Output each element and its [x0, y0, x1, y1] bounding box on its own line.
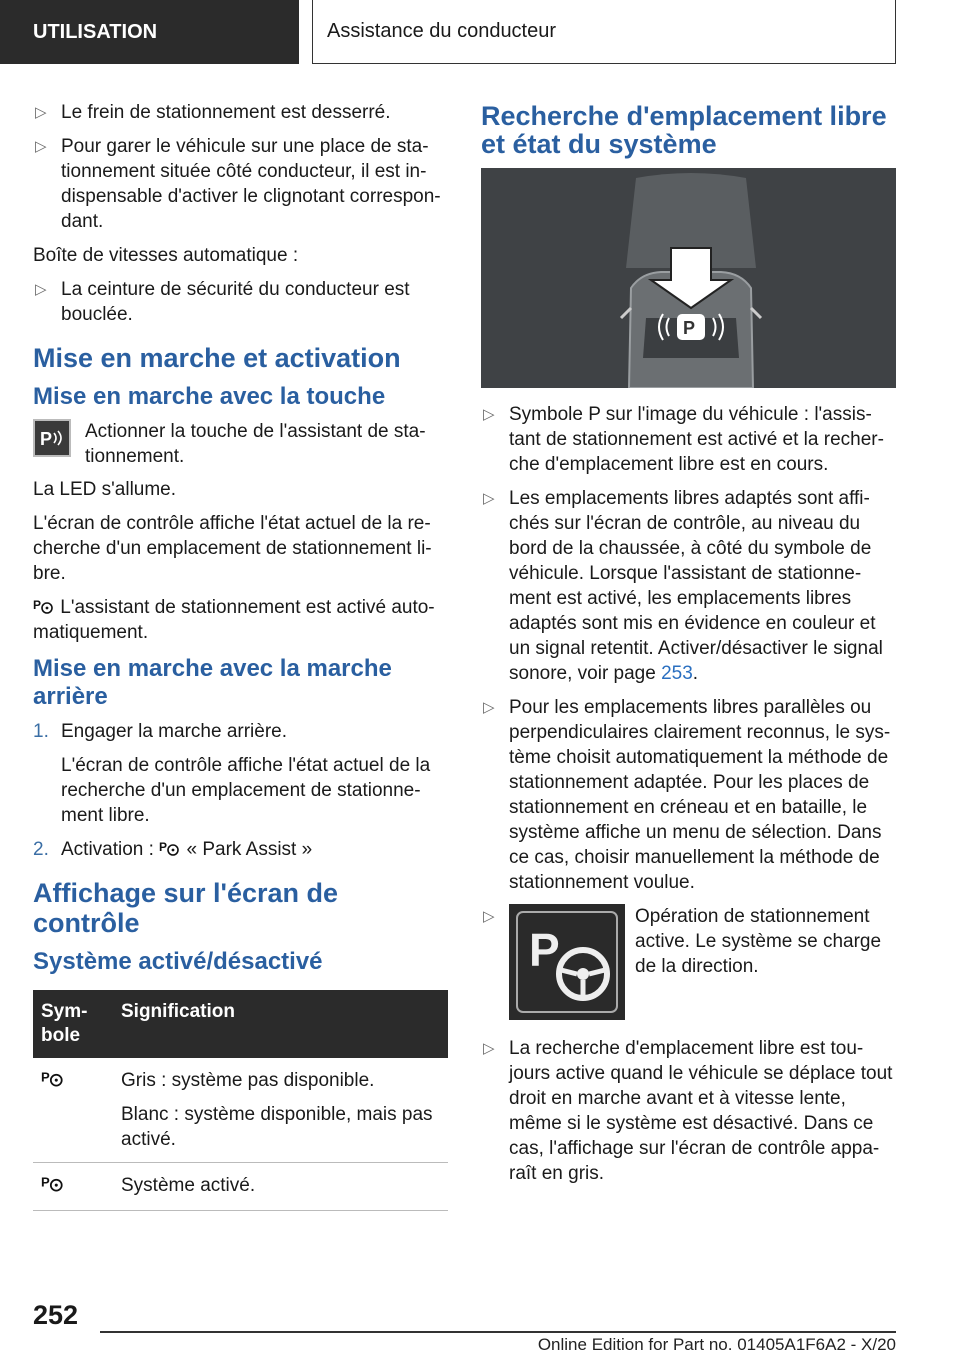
park-assist-button-icon — [33, 419, 71, 457]
table-row — [33, 1058, 448, 1163]
heading-display: Affichage sur l'écran de contrôle — [33, 878, 339, 938]
step-detail: L'écran de contrôle affiche l'état actuel de la recherche d'un emplacement de stationne-ment libre. — [61, 755, 431, 826]
svg-text:P: P — [529, 924, 560, 976]
table-row — [33, 1163, 448, 1211]
list-item: ▷ La ceinture de sécurité du conducteur est bouclée. — [35, 279, 410, 325]
heading-search-state: Recherche d'emplacement libre et état du système — [481, 101, 887, 159]
heading-with-button: Mise en marche avec la touche — [33, 383, 386, 410]
heading-switch-on: Mise en marche et activation — [33, 343, 401, 373]
symbol-table — [33, 990, 448, 1211]
table-header-meaning: Signification — [113, 990, 448, 1058]
table-cell-meaning: Gris : système pas disponible. Blanc : système disponible, mais pas activé. — [113, 1058, 448, 1163]
table-cell-symbol — [33, 1058, 113, 1163]
heading-with-reverse: Mise en marche avec la marche arrière — [33, 655, 392, 710]
control-display-image — [481, 168, 896, 388]
list-item-text: Opération de stationnement active. Le système se charge de la direction. — [635, 906, 882, 977]
list-item: ▷ La recherche d'emplacement libre est tou-jours active quand le véhicule se déplace tout droit en marche avant et à vitesse lente, même si le système est désactivé. Dans ce cas, l'affichage sur l'écran de contrôle appa-raît en gris. — [483, 1038, 893, 1184]
section-title: UTILISATION — [33, 20, 158, 43]
park-assist-icon — [33, 597, 55, 615]
footer-divider — [100, 1331, 896, 1333]
triangle-bullet-icon: ▷ — [35, 281, 47, 298]
chapter-header — [312, 0, 896, 64]
svg-text:P: P — [41, 1069, 50, 1085]
svg-text:P: P — [159, 840, 168, 854]
triangle-bullet-icon: ▷ — [483, 406, 495, 423]
table-cell-symbol — [33, 1163, 113, 1211]
list-item: ▷ Les emplacements libres adaptés sont affi-chés sur l'écran de contrôle, au niveau du bord de la chaussée, à côté du symbole de véhicule. Lorsque l'assistant de stationne-ment est activé, les emplacements libres adaptés sont mis en évidence en couleur et un signal retentit. Activer/désactiver le signal sonore, voir page 253. — [483, 488, 883, 684]
right-column — [481, 100, 896, 1195]
step-item: 2. Activation : P « Park Assist » — [33, 839, 313, 860]
edition-text: Online Edition for Part no. 01405A1F6A2 - X/20 — [537, 1335, 896, 1354]
chapter-title: Assistance du conducteur — [327, 20, 557, 42]
triangle-bullet-icon: ▷ — [483, 699, 495, 716]
svg-text:P: P — [33, 598, 42, 612]
step-item: 1. Engager la marche arrière. — [33, 721, 287, 742]
list-item: ▷ Symbole P sur l'image du véhicule : l'assis-tant de stationnement est activé et la recher-che d'emplacement libre est en cours. — [483, 404, 884, 475]
table-cell-meaning: Système activé. — [113, 1163, 448, 1211]
list-item — [481, 904, 896, 1022]
list-item: ▷ Pour garer le véhicule sur une place de sta-tionnement située côté conducteur, il est in-dispensable d'activer le clignotant correspon-dant. — [35, 136, 441, 232]
list-item: ▷ Le frein de stationnement est desserré. — [35, 102, 391, 123]
paragraph: Boîte de vitesses automatique : — [33, 245, 299, 266]
triangle-bullet-icon: ▷ — [35, 138, 47, 155]
list-item: ▷ Pour les emplacements libres parallèles ou perpendiculaires clairement reconnus, le sys-tème choisit automatiquement la méthode de stationnement adaptée. Pour les places de stationnement en créneau et en bataille, le système affiche un menu de sélection. Dans ce cas, choisir manuellement la méthode de stationnement voulue. — [483, 697, 891, 893]
triangle-bullet-icon: ▷ — [483, 1040, 495, 1057]
paragraph: P L'assistant de stationnement est activé auto-matiquement. — [33, 597, 435, 643]
heading-system-state: Système activé/désactivé — [33, 948, 323, 975]
triangle-bullet-icon: ▷ — [483, 908, 495, 925]
steering-parking-icon — [509, 904, 625, 1020]
park-assist-icon — [41, 1068, 65, 1088]
park-assist-active-icon — [41, 1173, 65, 1193]
paragraph: L'écran de contrôle affiche l'état actuel de la re-cherche d'un emplacement de stationnement li-bre. — [33, 513, 432, 584]
svg-text:P: P — [683, 318, 696, 338]
svg-text:P: P — [41, 1174, 50, 1190]
page-number: 252 — [33, 1300, 79, 1330]
button-instruction — [33, 419, 448, 469]
table-header-symbol: Sym-bole — [33, 990, 113, 1058]
svg-text:P: P — [40, 429, 53, 449]
section-tab — [0, 0, 299, 64]
triangle-bullet-icon: ▷ — [483, 490, 495, 507]
page-link[interactable]: 253 — [661, 663, 693, 684]
park-assist-icon — [159, 839, 181, 857]
button-text: Actionner la touche de l'assistant de sta-tionnement. — [85, 421, 426, 467]
paragraph: La LED s'allume. — [33, 479, 177, 500]
triangle-bullet-icon: ▷ — [35, 104, 47, 121]
left-column — [33, 100, 448, 1211]
